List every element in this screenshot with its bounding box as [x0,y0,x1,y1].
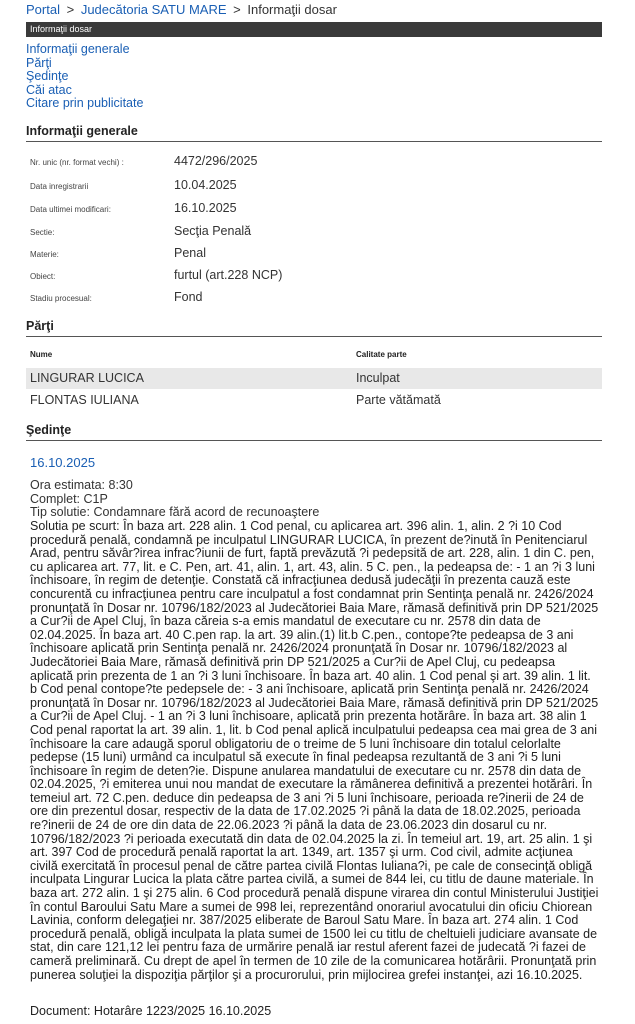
breadcrumb-portal-link[interactable]: Portal [26,2,60,17]
info-row [30,154,590,178]
column-header-nume: Nume [30,350,53,359]
nav-link-informatii-generale[interactable]: Informaţii generale [26,42,130,56]
info-value: 10.04.2025 [174,178,237,192]
info-value: Fond [174,290,203,304]
breadcrumb-current: Informaţii dosar [247,2,337,17]
info-row [30,224,590,248]
info-value: furtul (art.228 NCP) [174,268,283,282]
table-row [26,390,602,411]
info-label: Sectie: [30,228,55,237]
info-value: 4472/296/2025 [174,154,258,168]
info-label: Data ultimei modificari: [30,205,111,214]
section-nav [26,43,143,111]
nav-link-sedinte[interactable]: Şedinţe [26,69,69,83]
party-name: FLONTAS IULIANA [30,393,139,407]
party-name: LINGURAR LUCICA [30,371,144,385]
info-row [30,201,590,225]
table-row [26,368,602,389]
info-row [30,290,590,314]
info-label: Data inregistrarii [30,182,89,191]
section-heading-parti: Părţi [26,319,602,337]
hearing-date: 16.10.2025 [30,455,96,470]
info-value: Secţia Penală [174,224,252,238]
solution-type: Tip solutie: Condamnare fără acord de recunoaştere [30,505,320,519]
hearing-panel: Complet: C1P [30,492,108,506]
nav-link-citare[interactable]: Citare prin publicitate [26,96,144,110]
info-value: 16.10.2025 [174,201,237,215]
section-heading-sedinte: Şedinţe [26,423,602,441]
nav-link-cai-atac[interactable]: Căi atac [26,82,72,97]
breadcrumb-separator: > [233,2,241,17]
info-label: Obiect: [30,272,56,281]
nav-link-parti[interactable]: Părţi [26,55,52,70]
info-label: Nr. unic (nr. format vechi) : [30,158,124,167]
breadcrumb-separator: > [66,2,75,17]
info-label: Materie: [30,250,59,259]
party-role: Parte vătămată [356,393,441,407]
breadcrumb-court-link[interactable]: Judecătoria SATU MARE [80,2,227,17]
parti-table-header [26,350,602,366]
solution-summary: Solutia pe scurt: În baza art. 228 alin. 1 Cod penal, cu aplicarea art. 396 alin. 1, alin. 2 ?i 10 Cod procedură penală, condamnă pe inculpatul LINGURAR LUCICA, în prezent de?inută în Penitenciarul Arad, pentru săvâr?irea infrac?iunii de furt, faptă prevăzută ?i pedepsită de art. 228, alin. 1 din C. pen, cu aplicarea art. 77, lit. e C. Pen, art. 41, alin. 1, art. 43, alin. 5 C. pen., la pedeapsa de: - 1 an ?i 3 luni închisoare, în regim de detenţie. Constată că infracţiunea dedusă judecăţii în prezenta cauză este concurentă cu infracţiunea pentru care inculpatul a fost condamnat prin Sentinţa penală nr. 2426/2024 pronunţată în Dosar nr. 10796/182/2023 al Judecătoriei Baia Mare, rămasă definitivă prin DP 521/2025 a Cur?ii de Apel Cluj, în baza căreia s-a emis mandatul de executare cu nr. 2578 din data de 02.04.2025. În baza art. 40 C.pen rap. la art. 39 alin.(1) lit.b C.pen., contope?te pedeapsa de 3 ani închisoare aplicată prin Sentinţa penală nr. 2426/2024 pronunţată în Dosar nr. 10796/182/2023 al Judecătoriei Baia Mare, rămasă definitivă prin DP 521/2025 a Cur?ii de Apel Cluj, cu pedeapsa aplicată prin prezenta de 1 an ?i 3 luni închisoare. În baza art. 40 alin. 1 Cod penal şi art. 39 alin. 1 lit. b Cod penal contope?te pedepsele de: - 3 ani închisoare, aplicată prin Sentinţa penală nr. 2426/2024 pronunţată în Dosar nr. 10796/182/2023 al Judecătoriei Baia Mare, rămasă definitivă prin DP 521/2025 a Cur?ii de Apel Cluj. - 1 an ?i 3 luni închisoare, aplicată prin prezenta hotărâre. În baza art. 38 alin 1 Cod penal raportat la art. 39 alin. 1, lit. b Cod penal aplică inculpatului pedeapsa cea mai grea de 3 ani închisoare la care adaugă sporul obligatoriu de o treime de 5 luni închisoare din totalul celorlalte pedepse (15 luni) urmând ca inculpatul să execute în final pedeapsa rezultantă de 3 ani ?i 5 luni închisoare în regim de deten?ie. Dispune anularea mandatului de executare cu nr. 2578 din data de 02.04.2025, ?i emiterea unui nou mandat de executare la rămânerea definitivă a prezentei hotărâri. În temeiul art. 72 C.pen. deduce din pedeapsa de 3 ani ?i 5 luni închisoare, perioada re?inerii de 24 de ore din prezentul dosar, respectiv de la data de 17.02.2025 ?i până la data de 18.02.2025, perioada re?inerii de 24 de ore din data de 22.06.2023 ?i până la data de 23.06.2023 din dosarul cu nr. 10796/182/2023 ?i perioada executată din data de 02.04.2025 la zi. În temeiul art. 19, art. 25 alin. 1 şi art. 397 Cod de procedură penală raportat la art. 1349, art. 1357 şi urm. Cod civil, admite acţiunea civilă exercitată în procesul penal de către partea civilă Flontas Iuliana?i, pe cale de consecinţă obligă inculpata Lingurar Lucica la plata către partea civilă, a sumei de 844 lei, cu titlu de daune materiale. În baza art. 272 alin. 1 şi 275 alin. 6 Cod procedură penală dispune virarea din contul Ministerului Justiţiei în contul Baroului Satu Mare a sumei de 998 lei, reprezentând onorariul avocatului din oficiu Chiorean Lavinia, conform delegaţiei nr. 387/2025 eliberate de Baroul Satu Mare. În baza art. 274 alin. 1 Cod procedură penală, obligă inculpata la plata sumei de 1500 lei cu titlu de cheltuieli judiciare avansate de stat, din care 121,12 lei pentru faza de urmărire penală iar restul aferent fazei de judecată ?i fazei de cameră preliminară. Cu drept de apel în termen de 10 zile de la comunicarea hotărârii. Pronunţată prin punerea soluţiei la dispoziţia părţilor şi a procurorului, prin mijlocirea grefei instanţei, azi 16.10.2025. [30,519,599,982]
hearing-time: Ora estimata: 8:30 [30,478,133,492]
party-role: Inculpat [356,371,400,385]
info-row [30,246,590,270]
info-row [30,178,590,202]
info-row [30,268,590,292]
info-label: Stadiu procesual: [30,294,92,303]
page-titlebar: Informaţii dosar [26,22,602,37]
column-header-calitate: Calitate parte [356,350,407,359]
document-reference: Document: Hotarâre 1223/2025 16.10.2025 [30,1004,272,1018]
breadcrumb [26,2,337,17]
info-value: Penal [174,246,206,260]
section-heading-informatii-generale: Informaţii generale [26,124,602,142]
